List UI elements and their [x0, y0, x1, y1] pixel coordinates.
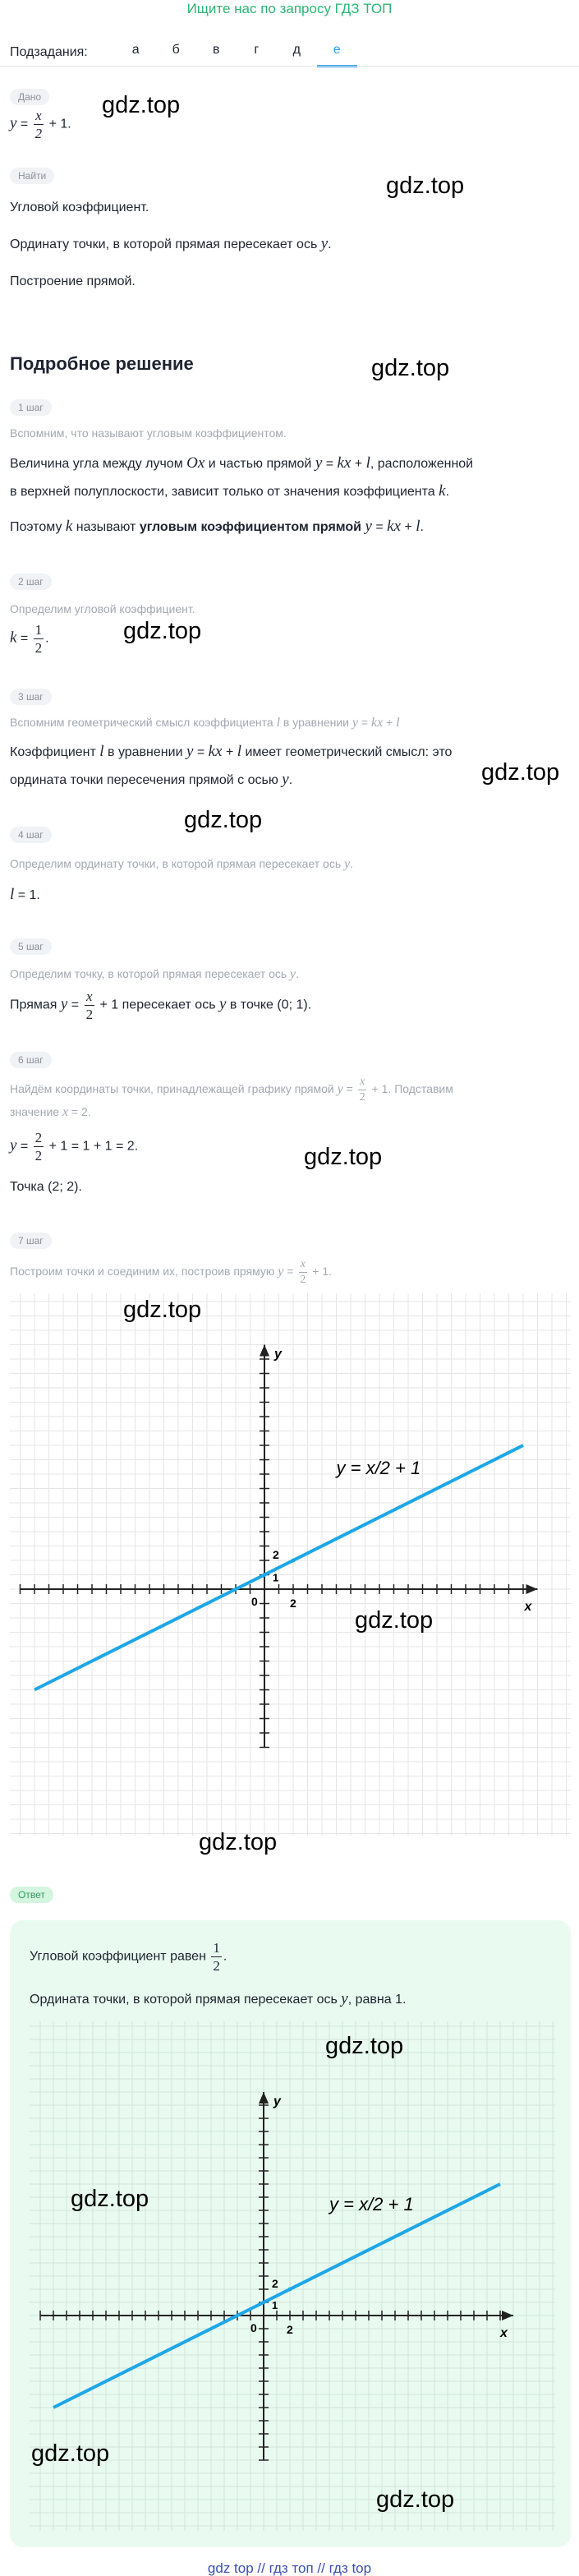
- watermark: gdz.top: [481, 759, 560, 786]
- step-pill: 6 шаг: [10, 1052, 52, 1068]
- step-text: в верхней полуплоскости, зависит только от значения коэффициента k.: [10, 482, 450, 500]
- solution-title: Подробное решение: [10, 353, 194, 374]
- step-hint: Определим точку, в которой прямая пересекает ось y.: [10, 967, 300, 981]
- data-point: [292, 1559, 296, 1563]
- y-tick-label: 2: [273, 1548, 279, 1561]
- y-tick-label: 1: [272, 2299, 278, 2311]
- step-text: ордината точки пересечения прямой с осью y.: [10, 771, 293, 788]
- watermark: gdz.top: [199, 1829, 278, 1855]
- step-pill: 7 шаг: [10, 1233, 52, 1249]
- step-hint: Определим ординату точки, в которой прямая пересекает ось y.: [10, 857, 354, 871]
- tab-v[interactable]: в: [212, 43, 220, 57]
- y-axis-label: y: [274, 1347, 282, 1362]
- watermark: gdz.top: [102, 92, 181, 118]
- given-pill: Дано: [10, 89, 49, 105]
- x-axis-label: x: [500, 2326, 508, 2340]
- tab-a[interactable]: а: [131, 43, 140, 57]
- watermark: gdz.top: [123, 618, 202, 644]
- y-tick-label: 2: [272, 2277, 278, 2290]
- answer-graph: [30, 2021, 555, 2547]
- watermark: gdz.top: [376, 2486, 455, 2513]
- footer-links[interactable]: gdz top // гдз топ // гдз top: [207, 2560, 372, 2576]
- watermark: gdz.top: [371, 355, 450, 381]
- step-pill: 4 шаг: [10, 827, 52, 843]
- step-pill: 1 шаг: [10, 399, 52, 416]
- tab-e[interactable]: е: [317, 38, 357, 67]
- given-formula: y = $\frac{x}{2}$ + 1.: [10, 108, 71, 141]
- solution-graph: [10, 1293, 571, 1836]
- find-item: Построение прямой.: [10, 274, 136, 288]
- watermark: gdz.top: [31, 2440, 110, 2467]
- y-tick-label: 1: [273, 1571, 279, 1584]
- watermark: gdz.top: [304, 1144, 383, 1170]
- watermark: gdz.top: [325, 2033, 404, 2059]
- watermark: gdz.top: [71, 2186, 149, 2212]
- step-formula: l = 1.: [10, 886, 40, 903]
- step-hint: Определим угловой коэффициент.: [10, 602, 195, 615]
- origin-label: 0: [250, 2321, 257, 2334]
- line-graph-svg: [10, 1293, 571, 1836]
- y-axis-label: y: [273, 2094, 281, 2108]
- data-point: [263, 1573, 267, 1577]
- line-equation-label: y = x/2 + 1: [329, 2194, 414, 2214]
- step-text: Прямая y = $\frac{x}{2}$ + 1 пересекает ось y в точке (0; 1).: [10, 988, 312, 1022]
- x-tick-label: 2: [290, 1597, 296, 1610]
- answer-intercept: Ордината точки, в которой прямая пересекает ось y, равна 1.: [30, 1990, 407, 2007]
- search-banner[interactable]: Ищите нас по запросу ГДЗ ТОП: [186, 1, 393, 16]
- tab-g[interactable]: г: [254, 43, 260, 57]
- step-formula: y = $\frac{2}{2}$ + 1 = 1 + 1 = 2.: [10, 1130, 139, 1164]
- find-pill: Найти: [10, 168, 54, 184]
- x-axis-label: x: [524, 1600, 532, 1614]
- watermark: gdz.top: [355, 1607, 434, 1634]
- step-formula: k = $\frac{1}{2}$ .: [10, 622, 49, 656]
- subtasks-label: Подзадания:: [10, 45, 88, 59]
- tab-b[interactable]: б: [172, 43, 180, 57]
- step-text: Величина угла между лучом Ox и частью прямой y = kx + l, расположенной: [10, 454, 474, 472]
- tabs-divider: [0, 66, 579, 67]
- tab-d[interactable]: д: [292, 43, 301, 57]
- y-axis-arrow: [260, 1345, 269, 1357]
- answer-pill: Ответ: [10, 1887, 53, 1903]
- answer-slope: Угловой коэффициент равен $\frac{1}{2}$ .: [30, 1940, 227, 1974]
- step-hint: значение x = 2.: [10, 1105, 91, 1119]
- step-pill: 2 шаг: [10, 574, 52, 590]
- step-text: Точка (2; 2).: [10, 1180, 82, 1194]
- watermark: gdz.top: [123, 1297, 202, 1323]
- step-hint: Вспомним геометрический смысл коэффициента l в уравнении y = kx + l: [10, 716, 400, 730]
- data-point: [262, 2301, 266, 2305]
- data-point: [288, 2288, 292, 2292]
- step-hint: Найдём координаты точки, принадлежащей графику прямой y = $\frac{x}{2}$ + 1. Подставим: [10, 1076, 453, 1104]
- step-hint: Построим точки и соединим их, построив прямую y = $\frac{x}{2}$ + 1.: [10, 1258, 332, 1286]
- find-item: Ординату точки, в которой прямая пересекает ось y.: [10, 235, 332, 252]
- y-axis-arrow: [259, 2092, 269, 2104]
- step-pill: 3 шаг: [10, 689, 52, 705]
- watermark: gdz.top: [386, 173, 465, 199]
- find-item: Угловой коэффициент.: [10, 200, 149, 214]
- origin-label: 0: [251, 1595, 258, 1608]
- step-pill: 5 шаг: [10, 938, 52, 955]
- step-hint: Вспомним, что называют угловым коэффициентом.: [10, 426, 287, 440]
- subtasks-tabs: [10, 38, 572, 67]
- step-text: Поэтому k называют угловым коэффициентом прямой y = kx + l.: [10, 518, 424, 535]
- step-text: Коэффициент l в уравнении y = kx + l имеет геометрический смысл: это: [10, 743, 453, 760]
- line-equation-label: y = x/2 + 1: [336, 1458, 421, 1478]
- x-tick-label: 2: [287, 2323, 293, 2336]
- watermark: gdz.top: [184, 807, 263, 833]
- x-axis-arrow: [502, 2311, 513, 2320]
- x-axis-arrow: [526, 1584, 538, 1594]
